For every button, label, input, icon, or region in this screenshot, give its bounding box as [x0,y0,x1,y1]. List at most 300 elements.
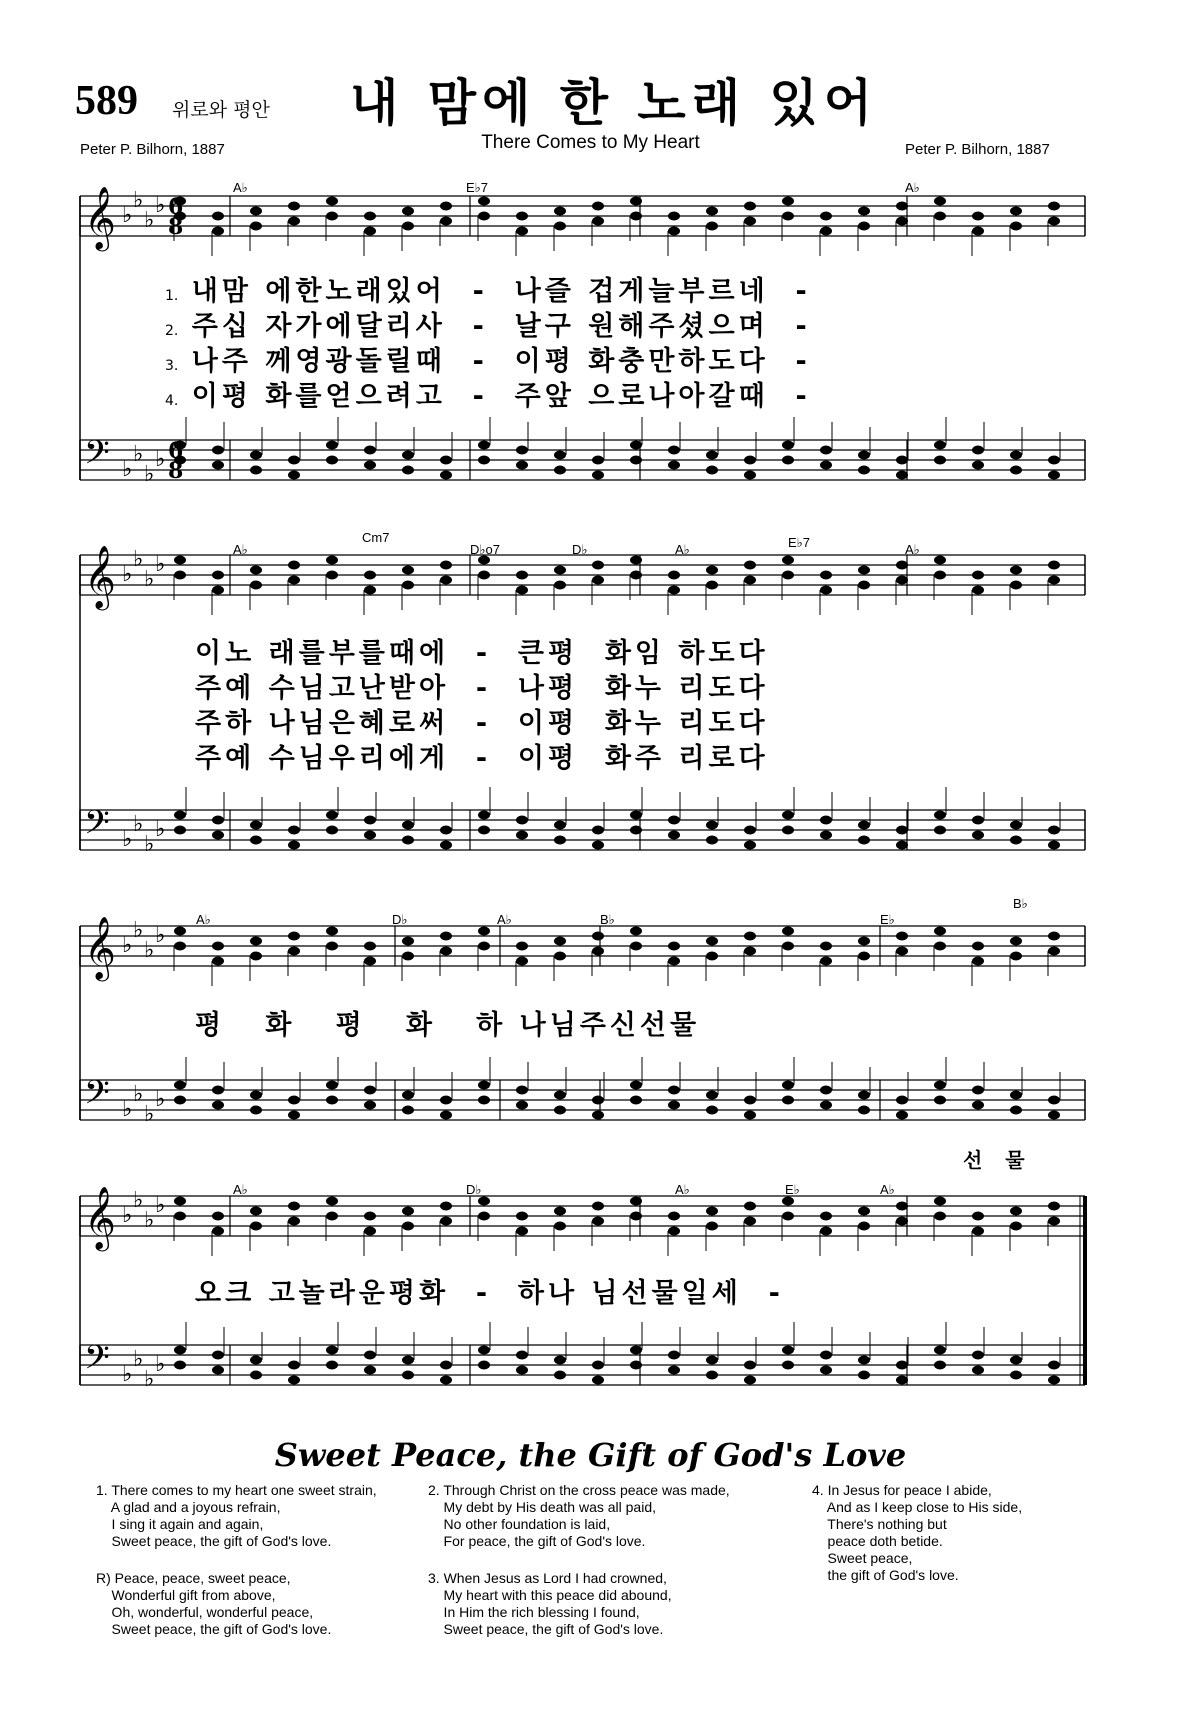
note-head [630,1361,642,1370]
note-head [820,957,832,966]
note-head [820,1227,832,1236]
note-head [592,1217,604,1226]
note-head [668,571,680,580]
note-head [554,1106,566,1115]
english-verse-3: 3. When Jesus as Lord I had crowned, My heart with this peace did abound, In Him the rich blessing I found, Sweet peace, the gift of God's love. [428,1570,672,1637]
note-head [478,1361,490,1370]
note-head [896,1111,908,1120]
note-head [1010,1371,1022,1380]
note-head [516,942,528,951]
note-head [630,197,642,206]
note-head [364,227,376,236]
note-head [174,927,186,936]
bass-clef: 𝄢 [84,1339,110,1385]
note-head [972,957,984,966]
time-signature: 6 [168,194,184,220]
note-head [744,561,756,570]
note-head [934,1197,946,1206]
lyric-line-verse-3: 3. 나주 께영광돌릴때 - 이평 화충만하도다 - [165,346,811,377]
note-head [668,1351,680,1360]
note-head [820,1366,832,1375]
note-head [820,1101,832,1110]
note-head [934,811,946,820]
time-signature: 8 [168,214,184,240]
chord-symbol: Cm7 [362,530,390,545]
note-head [402,1106,414,1115]
note-head [364,1351,376,1360]
note-head [1048,947,1060,956]
note-head [706,451,718,460]
note-head [402,566,414,575]
note-head [440,1376,452,1385]
note-head [668,831,680,840]
note-head [934,942,946,951]
note-head [288,471,300,480]
note-head [782,571,794,580]
note-head [668,816,680,825]
note-head [250,566,262,575]
note-head [934,1212,946,1221]
note-head [744,576,756,585]
note-head [1010,566,1022,575]
note-head [1048,826,1060,835]
note-head [972,1101,984,1110]
note-head [212,571,224,580]
note-head [668,446,680,455]
note-head [554,222,566,231]
note-head [212,461,224,470]
note-head [174,826,186,835]
note-head [1048,1202,1060,1211]
note-head [858,1222,870,1231]
note-head [554,1356,566,1365]
note-head [668,586,680,595]
note-head [934,1096,946,1105]
note-head [440,561,452,570]
note-head [1010,1222,1022,1231]
note-head [744,826,756,835]
note-head [972,1366,984,1375]
note-head [630,1096,642,1105]
note-head [858,1371,870,1380]
note-head [440,576,452,585]
note-head [326,571,338,580]
note-head [858,466,870,475]
note-head [782,1081,794,1090]
note-head [1048,202,1060,211]
note-head [250,937,262,946]
note-head [972,586,984,595]
note-head [478,1096,490,1105]
english-verse-4: 4. In Jesus for peace I abide, And as I keep close to His side, There's nothing but peace doth betide. Sweet peace, the gift of God's love. [812,1482,1023,1583]
chord-symbol: A♭ [675,1182,690,1197]
note-head [212,446,224,455]
note-head [174,1096,186,1105]
note-head [858,1207,870,1216]
note-head [820,831,832,840]
note-head [212,831,224,840]
note-head [744,1361,756,1370]
note-head [326,441,338,450]
note-head [1048,576,1060,585]
lyric-line-verse-1: 이노 래를부를때에 - 큰평 화임 하도다 [195,638,769,669]
note-head [972,1212,984,1221]
note-head [630,1081,642,1090]
note-head [402,1207,414,1216]
note-head [782,556,794,565]
flat-sign: ♭ [155,552,166,577]
note-head [212,942,224,951]
note-head [212,1227,224,1236]
flat-sign: ♭ [144,1367,155,1392]
note-head [706,1106,718,1115]
chord-symbol: D♭ [466,1182,482,1197]
note-head [288,947,300,956]
note-head [630,1212,642,1221]
note-head [706,821,718,830]
note-head [744,1202,756,1211]
hymn-subtitle: There Comes to My Heart [481,132,700,153]
note-head [934,556,946,565]
note-head [1048,456,1060,465]
note-head [630,456,642,465]
lyric-line-refrain: 오크 고놀라운평화 - 하나 님선물일세 - [195,1278,784,1309]
note-head [288,1361,300,1370]
note-head [1010,836,1022,845]
note-head [478,942,490,951]
note-head [744,471,756,480]
note-head [592,1202,604,1211]
note-head [972,942,984,951]
note-head [858,1091,870,1100]
note-head [1010,451,1022,460]
chord-symbol: E♭7 [466,180,489,195]
note-head [972,571,984,580]
note-head [402,937,414,946]
flat-sign: ♭ [122,457,133,482]
note-head [364,816,376,825]
note-head [516,816,528,825]
note-head [896,1202,908,1211]
note-head [934,1346,946,1355]
note-head [820,942,832,951]
note-head [516,1212,528,1221]
note-head [744,841,756,850]
note-head [212,1086,224,1095]
english-refrain: R) Peace, peace, sweet peace, Wonderful gift from above, Oh, wonderful, wonderful peace, Sweet peace, the gift of God's love. [96,1570,332,1637]
chord-symbol: E♭ [880,912,895,927]
note-head [858,581,870,590]
note-head [174,571,186,580]
note-head [858,1106,870,1115]
note-head [554,836,566,845]
note-head [440,932,452,941]
note-head [858,566,870,575]
note-head [744,1111,756,1120]
treble-clef: 𝄞 [84,916,116,979]
note-head [820,816,832,825]
chord-symbol: D♭o7 [470,542,500,557]
note-head [592,1096,604,1105]
note-head [174,942,186,951]
note-head [820,227,832,236]
note-head [212,1366,224,1375]
flat-sign: ♭ [155,1352,166,1377]
note-head [592,841,604,850]
note-head [288,1202,300,1211]
note-head [212,1212,224,1221]
note-head [858,937,870,946]
note-head [250,1207,262,1216]
note-head [250,207,262,216]
note-head [478,1081,490,1090]
note-head [782,1096,794,1105]
note-head [782,1212,794,1221]
note-head [516,446,528,455]
note-head [478,826,490,835]
note-head [402,1222,414,1231]
note-head [364,212,376,221]
note-head [440,217,452,226]
note-head [934,1361,946,1370]
note-head [782,927,794,936]
note-head [554,1371,566,1380]
note-head [440,826,452,835]
chord-symbol: E♭ [785,1182,800,1197]
note-head [630,1197,642,1206]
note-head [592,456,604,465]
note-head [744,1096,756,1105]
note-head [326,826,338,835]
note-head [668,1212,680,1221]
note-head [250,451,262,460]
note-head [288,1217,300,1226]
note-head [250,1106,262,1115]
flat-sign: ♭ [133,1347,144,1372]
note-head [174,1081,186,1090]
note-head [1010,222,1022,231]
note-head [1010,821,1022,830]
chord-symbol: D♭ [572,542,588,557]
hymn-category: 위로와 평안 [172,99,270,121]
flat-sign: ♭ [133,1188,144,1213]
flat-sign: ♭ [122,203,133,228]
note-head [896,456,908,465]
note-head [554,566,566,575]
chord-symbol: A♭ [497,912,512,927]
flat-sign: ♭ [155,193,166,218]
lyric-line-verse-2: 2. 주십 자가에달리사 - 날구 원해주셨으며 - [165,311,811,342]
note-head [630,826,642,835]
note-head [744,217,756,226]
note-head [782,942,794,951]
flat-sign: ♭ [133,1082,144,1107]
note-head [364,1086,376,1095]
note-head [1010,466,1022,475]
note-head [1010,952,1022,961]
note-head [478,441,490,450]
note-head [592,1376,604,1385]
chord-symbol: A♭ [675,542,690,557]
note-head [1010,1106,1022,1115]
note-head [516,831,528,840]
note-head [554,1207,566,1216]
note-head [250,222,262,231]
flat-sign: ♭ [133,188,144,213]
note-head [782,441,794,450]
note-head [364,942,376,951]
chord-symbol: B♭ [600,912,615,927]
note-head [668,1227,680,1236]
lyric-line-verse-4: 주예 수님우리에게 - 이평 화주 리로다 [195,743,769,774]
note-head [668,942,680,951]
note-head [516,586,528,595]
note-head [896,471,908,480]
note-head [858,1356,870,1365]
note-head [250,836,262,845]
note-head [858,222,870,231]
note-head [1010,207,1022,216]
note-head [896,1361,908,1370]
note-head [250,466,262,475]
note-head [592,1361,604,1370]
note-head [440,1217,452,1226]
note-head [592,947,604,956]
hymn-title: 내 맘에 한 노래 있어 [350,74,879,132]
chord-symbol: A♭ [905,542,920,557]
note-head [402,581,414,590]
note-head [744,1217,756,1226]
flat-sign: ♭ [133,812,144,837]
note-head [326,456,338,465]
note-head [896,826,908,835]
flat-sign: ♭ [144,208,155,233]
note-head [402,952,414,961]
note-head [478,811,490,820]
note-head [706,836,718,845]
note-head [896,561,908,570]
note-head [478,212,490,221]
note-head [630,571,642,580]
note-head [896,1096,908,1105]
note-head [174,1212,186,1221]
note-head [288,826,300,835]
chord-symbol: A♭ [233,180,248,195]
note-head [402,1356,414,1365]
note-head [592,217,604,226]
note-head [858,821,870,830]
note-head [288,576,300,585]
note-head [630,212,642,221]
note-head [858,952,870,961]
flat-sign: ♭ [122,1097,133,1122]
note-head [934,826,946,835]
note-head [972,1351,984,1360]
note-head [744,456,756,465]
note-head [934,1081,946,1090]
note-head [668,1086,680,1095]
note-head [402,207,414,216]
note-head [440,456,452,465]
note-head [478,456,490,465]
note-head [744,932,756,941]
note-head [820,1351,832,1360]
english-verse-2: 2. Through Christ on the cross peace was made, My debt by His death was all paid, No other foundation is laid, For peace, the gift of God's love. [428,1482,730,1549]
note-head [1048,1111,1060,1120]
note-head [250,821,262,830]
note-head [706,952,718,961]
note-head [1010,581,1022,590]
note-head [364,1366,376,1375]
note-head [972,831,984,840]
note-head [516,957,528,966]
note-head [706,1091,718,1100]
note-head [820,446,832,455]
note-head [516,227,528,236]
note-head [706,1207,718,1216]
note-head [554,952,566,961]
note-head [364,957,376,966]
note-head [820,571,832,580]
note-head [288,202,300,211]
flat-sign: ♭ [144,1208,155,1233]
note-head [782,212,794,221]
flat-sign: ♭ [155,923,166,948]
note-head [250,952,262,961]
note-head [516,1366,528,1375]
note-head [554,937,566,946]
note-head [554,1091,566,1100]
flat-sign: ♭ [122,827,133,852]
note-head [326,811,338,820]
note-head [934,441,946,450]
treble-clef: 𝄞 [84,186,116,249]
note-head [402,222,414,231]
note-head [972,227,984,236]
note-head [288,1096,300,1105]
note-head [440,202,452,211]
treble-clef: 𝄞 [84,545,116,608]
time-signature: 6 [168,438,184,464]
note-head [972,816,984,825]
time-signature: 8 [168,458,184,484]
note-head [744,202,756,211]
bass-clef: 𝄢 [84,804,110,850]
note-head [326,942,338,951]
note-head [516,1351,528,1360]
note-head [744,1376,756,1385]
chord-symbol: A♭ [196,912,211,927]
note-head [402,821,414,830]
note-head [288,1111,300,1120]
note-head [592,1111,604,1120]
note-head [402,836,414,845]
bass-clef: 𝄢 [84,434,110,480]
note-head [782,1346,794,1355]
note-head [1048,471,1060,480]
note-head [668,957,680,966]
note-head [630,942,642,951]
note-head [592,471,604,480]
chord-symbol: A♭ [233,542,248,557]
note-head [706,1222,718,1231]
flat-sign: ♭ [144,832,155,857]
note-head [364,586,376,595]
flat-sign: ♭ [144,462,155,487]
note-head [554,466,566,475]
note-head [516,1086,528,1095]
note-head [1010,1091,1022,1100]
